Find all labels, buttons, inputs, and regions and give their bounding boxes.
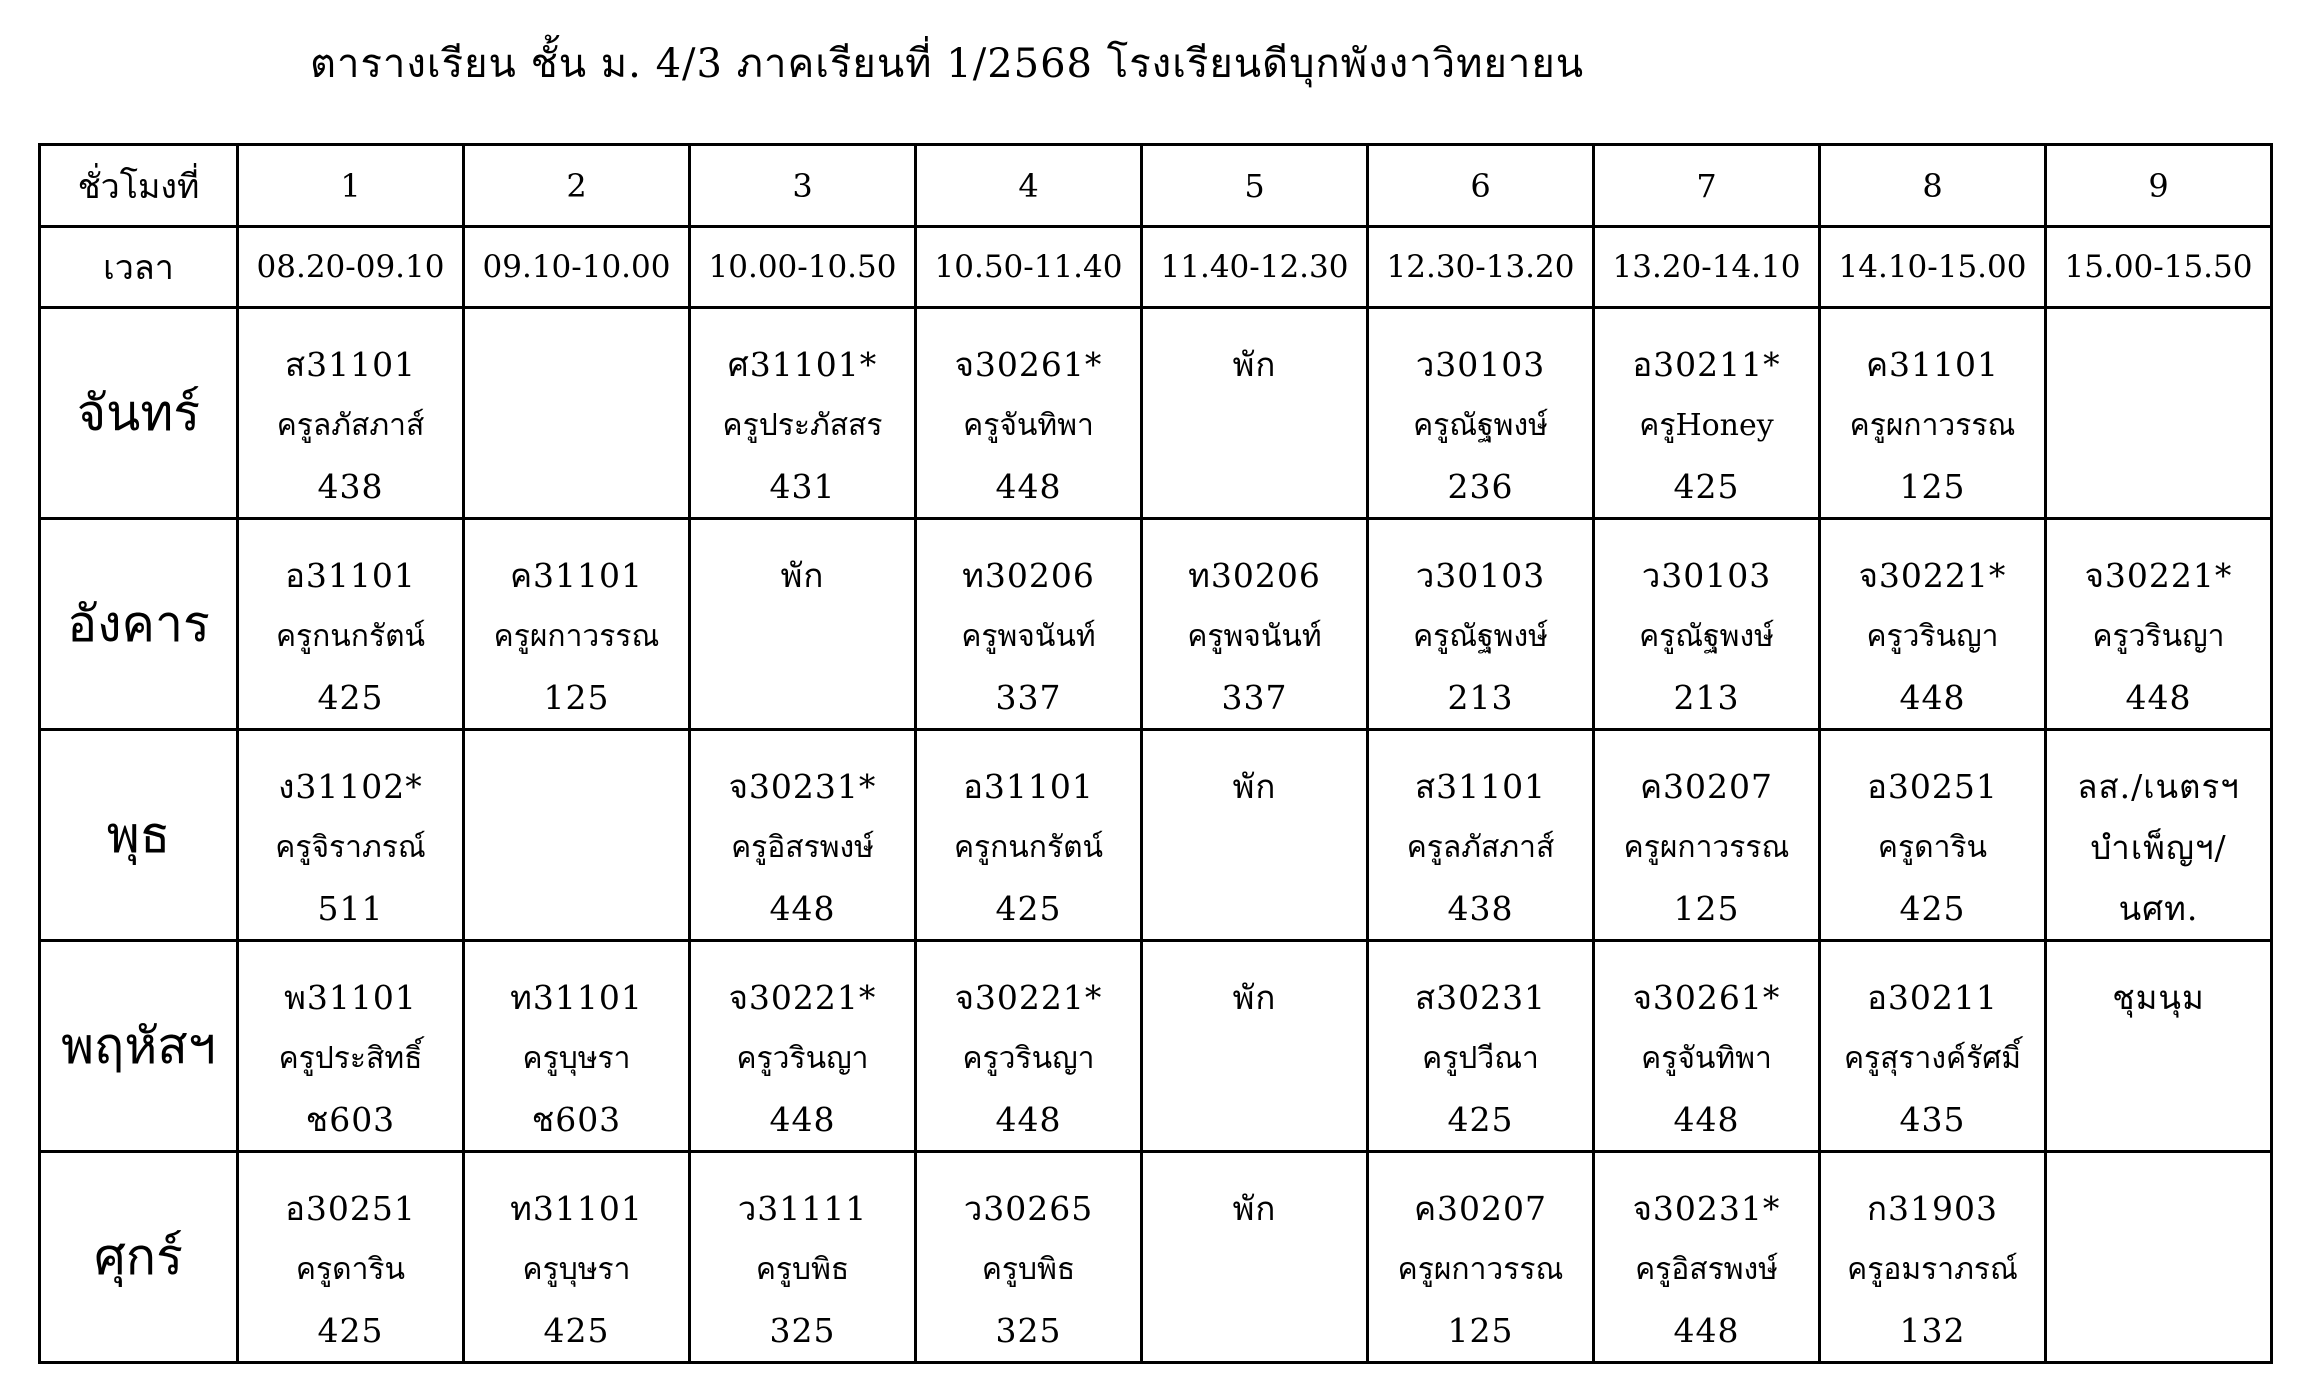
teacher-name: ครูอมราภรณ์ <box>1847 1251 2018 1287</box>
class-cell-content <box>465 310 688 517</box>
class-cell <box>464 1152 690 1363</box>
period-number: 5 <box>1142 145 1368 227</box>
class-cell-content <box>691 521 914 728</box>
class-cell-content <box>465 732 688 939</box>
class-cell-content <box>1821 310 2044 517</box>
class-cell-content <box>917 732 1140 939</box>
class-cell-content <box>1821 521 2044 728</box>
subject-code: ลส./เนตรฯ <box>2077 766 2240 806</box>
room-number: 438 <box>317 466 384 506</box>
class-cell <box>1820 308 2046 519</box>
subject-code: ท30206 <box>962 555 1095 595</box>
period-time: 10.00-10.50 <box>690 227 916 308</box>
class-cell-content <box>1595 1154 1818 1361</box>
teacher-name: ครูผกาวรรณ <box>1623 829 1790 865</box>
subject-code: ท31101 <box>510 1188 643 1228</box>
class-cell <box>1820 941 2046 1152</box>
class-cell-content <box>465 1154 688 1361</box>
class-cell <box>1368 730 1594 941</box>
teacher-name: ครูประภัสสร <box>722 407 883 443</box>
teacher-name: ครูณัฐพงษ์ <box>1413 407 1548 443</box>
class-cell-content <box>691 943 914 1150</box>
cell-text: พัก <box>1232 766 1277 806</box>
class-cell-content <box>2047 1154 2270 1361</box>
subject-code: ท31101 <box>510 977 643 1017</box>
class-cell <box>464 941 690 1152</box>
class-cell <box>690 519 916 730</box>
period-time: 09.10-10.00 <box>464 227 690 308</box>
period-number: 6 <box>1368 145 1594 227</box>
day-row <box>40 941 2272 1152</box>
subject-code: ส31101 <box>1414 766 1547 806</box>
teacher-name: ครูวรินญา <box>2092 618 2225 654</box>
subject-code: อ30251 <box>1867 766 1998 806</box>
subject-code: ว30265 <box>963 1188 1094 1228</box>
room-number: 425 <box>1447 1099 1514 1139</box>
period-number: 2 <box>464 145 690 227</box>
period-number: 3 <box>690 145 916 227</box>
teacher-name: ครูสุรางค์รัศมิ์ <box>1843 1040 2022 1076</box>
subject-code: อ30211* <box>1632 344 1781 384</box>
class-cell <box>916 941 1142 1152</box>
room-number: 425 <box>543 1310 610 1350</box>
subject-code: ท30206 <box>1188 555 1321 595</box>
period-time: 11.40-12.30 <box>1142 227 1368 308</box>
period-time: 08.20-09.10 <box>238 227 464 308</box>
day-row <box>40 519 2272 730</box>
teacher-name: ครูบุษรา <box>522 1251 631 1287</box>
subject-code: จ30231* <box>728 766 877 806</box>
teacher-name: ครูลภัสภาส์ <box>276 407 425 443</box>
room-number: 425 <box>317 1310 384 1350</box>
teacher-name: ครูวรินญา <box>1866 618 1999 654</box>
subject-code: ค31101 <box>509 555 644 595</box>
room-number: 337 <box>995 677 1062 717</box>
cell-text: พัก <box>1232 344 1277 384</box>
room-number: 425 <box>317 677 384 717</box>
room-number: ช603 <box>305 1099 396 1139</box>
teacher-name: ครูณัฐพงษ์ <box>1413 618 1548 654</box>
subject-code: ส31101 <box>284 344 417 384</box>
class-cell-content <box>1821 943 2044 1150</box>
day-label: พุธ <box>40 730 238 941</box>
subject-code: จ30221* <box>954 977 1103 1017</box>
class-cell-content <box>917 521 1140 728</box>
teacher-name: ครูพจนันท์ <box>961 618 1096 654</box>
teacher-name: ครูวรินญา <box>736 1040 869 1076</box>
period-number: 4 <box>916 145 1142 227</box>
class-cell <box>2046 941 2272 1152</box>
class-cell <box>1368 308 1594 519</box>
day-label: พฤหัสฯ <box>40 941 238 1152</box>
class-cell <box>238 730 464 941</box>
subject-code: ค30207 <box>1413 1188 1548 1228</box>
class-cell-content <box>1143 732 1366 939</box>
cell-text: พัก <box>1232 977 1277 1017</box>
period-header-label: ชั่วโมงที่ <box>40 145 238 227</box>
teacher-name: ครูปวีณา <box>1422 1040 1539 1076</box>
period-time: 10.50-11.40 <box>916 227 1142 308</box>
class-cell <box>238 941 464 1152</box>
teacher-name: ครูกนกรัตน์ <box>275 618 426 654</box>
teacher-name: ครูกนกรัตน์ <box>953 829 1104 865</box>
class-cell <box>1594 519 1820 730</box>
empty-cell <box>464 308 690 519</box>
class-cell <box>1142 308 1368 519</box>
class-cell-content <box>1143 1154 1366 1361</box>
class-cell-content <box>239 1154 462 1361</box>
subject-code: จ30231* <box>1632 1188 1781 1228</box>
teacher-name: ครูบุษรา <box>522 1040 631 1076</box>
room-number: 448 <box>995 1099 1062 1139</box>
room-number: 448 <box>1673 1099 1740 1139</box>
empty-cell <box>464 730 690 941</box>
class-cell <box>1368 941 1594 1152</box>
teacher-name: ครูประสิทธิ์ <box>278 1040 423 1076</box>
class-cell <box>916 308 1142 519</box>
subject-code: จ30261* <box>1632 977 1781 1017</box>
class-cell-content <box>691 310 914 517</box>
room-number: 213 <box>1673 677 1740 717</box>
cell-text: พัก <box>1232 1188 1277 1228</box>
teacher-name: ครูจันทิพา <box>963 407 1094 443</box>
room-number: 425 <box>1899 888 1966 928</box>
day-row <box>40 730 2272 941</box>
class-cell <box>916 1152 1142 1363</box>
subject-code: อ31101 <box>963 766 1094 806</box>
day-label: ศุกร์ <box>40 1152 238 1363</box>
teacher-name: ครูบพิธ <box>755 1251 850 1287</box>
period-time: 14.10-15.00 <box>1820 227 2046 308</box>
subject-code: ว31111 <box>737 1188 868 1228</box>
class-cell <box>1142 730 1368 941</box>
class-cell <box>238 1152 464 1363</box>
timetable-body <box>40 145 2272 1363</box>
class-cell-content <box>1595 310 1818 517</box>
teacher-name: ครูบพิธ <box>981 1251 1076 1287</box>
room-number: 236 <box>1447 466 1514 506</box>
room-number: 448 <box>1673 1310 1740 1350</box>
class-cell-content <box>1143 521 1366 728</box>
class-cell <box>690 1152 916 1363</box>
class-cell-content <box>1821 732 2044 939</box>
teacher-name: ครูดาริน <box>295 1251 406 1287</box>
class-cell <box>464 519 690 730</box>
subject-code: จ30221* <box>2084 555 2233 595</box>
class-cell-content <box>691 1154 914 1361</box>
class-cell-content <box>917 943 1140 1150</box>
class-cell <box>1142 1152 1368 1363</box>
time-header-label: เวลา <box>40 227 238 308</box>
room-number: 325 <box>995 1310 1062 1350</box>
class-cell <box>1594 941 1820 1152</box>
time-row <box>40 227 2272 308</box>
teacher-name: ครูพจนันท์ <box>1187 618 1322 654</box>
room-number: ช603 <box>531 1099 622 1139</box>
class-cell <box>238 308 464 519</box>
class-cell-content <box>1369 1154 1592 1361</box>
subject-code: อ31101 <box>285 555 416 595</box>
subject-code: จ30221* <box>728 977 877 1017</box>
room-number: 435 <box>1899 1099 1966 1139</box>
class-cell <box>1820 519 2046 730</box>
class-cell-content <box>239 521 462 728</box>
teacher-name: ครูอิสรพงษ์ <box>731 829 874 865</box>
room-number: 125 <box>1673 888 1740 928</box>
day-row <box>40 308 2272 519</box>
room-number: 425 <box>995 888 1062 928</box>
period-number: 9 <box>2046 145 2272 227</box>
class-cell-content <box>1369 521 1592 728</box>
room-number: 511 <box>317 888 384 928</box>
subject-code: ค30207 <box>1639 766 1774 806</box>
class-cell-content <box>465 943 688 1150</box>
class-cell-content <box>917 1154 1140 1361</box>
room-number: 125 <box>1899 466 1966 506</box>
subject-code: พ31101 <box>284 977 417 1017</box>
teacher-name: บำเพ็ญฯ/ <box>2090 827 2227 867</box>
cell-text: ชุมนุม <box>2112 977 2205 1017</box>
period-number: 1 <box>238 145 464 227</box>
class-cell <box>2046 730 2272 941</box>
period-number-row <box>40 145 2272 227</box>
subject-code: จ30221* <box>1858 555 2007 595</box>
subject-code: อ30211 <box>1867 977 1998 1017</box>
class-cell-content <box>239 732 462 939</box>
class-cell-content <box>239 310 462 517</box>
teacher-name: ครูอิสรพงษ์ <box>1635 1251 1778 1287</box>
room-number: 132 <box>1899 1310 1966 1350</box>
class-cell <box>1594 730 1820 941</box>
period-time: 12.30-13.20 <box>1368 227 1594 308</box>
teacher-name: ครูผกาวรรณ <box>1397 1251 1564 1287</box>
class-cell-content <box>465 521 688 728</box>
day-label: อังคาร <box>40 519 238 730</box>
class-cell <box>2046 519 2272 730</box>
class-cell <box>690 308 916 519</box>
class-cell-content <box>239 943 462 1150</box>
class-timetable <box>38 143 2273 1364</box>
period-number: 7 <box>1594 145 1820 227</box>
teacher-name: ครูHoney <box>1639 407 1774 443</box>
class-cell <box>690 941 916 1152</box>
class-cell-content <box>1821 1154 2044 1361</box>
subject-code: จ30261* <box>954 344 1103 384</box>
class-cell <box>1368 519 1594 730</box>
subject-code: ว30103 <box>1415 555 1546 595</box>
class-cell <box>916 519 1142 730</box>
class-cell-content <box>1595 521 1818 728</box>
room-number: 438 <box>1447 888 1514 928</box>
class-cell <box>1594 308 1820 519</box>
class-cell-content <box>1595 732 1818 939</box>
empty-cell <box>2046 1152 2272 1363</box>
room-number: 213 <box>1447 677 1514 717</box>
room-number: 448 <box>769 888 836 928</box>
class-cell-content <box>691 732 914 939</box>
room-number: 448 <box>2125 677 2192 717</box>
subject-code: อ30251 <box>285 1188 416 1228</box>
class-cell-content <box>2047 943 2270 1150</box>
class-cell <box>1820 730 2046 941</box>
subject-code: ก31903 <box>1867 1188 1998 1228</box>
room-number: 125 <box>1447 1310 1514 1350</box>
page-title: ตารางเรียน ชั้น ม. 4/3 ภาคเรียนที่ 1/2568 โรงเรียนดีบุกพังงาวิทยายน <box>310 41 1585 87</box>
class-cell <box>690 730 916 941</box>
period-time: 15.00-15.50 <box>2046 227 2272 308</box>
room-number: 425 <box>1673 466 1740 506</box>
teacher-name: ครูดาริน <box>1877 829 1988 865</box>
subject-code: ค31101 <box>1865 344 2000 384</box>
class-cell-content <box>2047 732 2270 939</box>
teacher-name: ครูณัฐพงษ์ <box>1639 618 1774 654</box>
day-label: จันทร์ <box>40 308 238 519</box>
teacher-name: ครูผกาวรรณ <box>1849 407 2016 443</box>
day-row <box>40 1152 2272 1363</box>
class-cell-content <box>1369 310 1592 517</box>
teacher-name: ครูลภัสภาส์ <box>1406 829 1555 865</box>
empty-cell <box>2046 308 2272 519</box>
class-cell-content <box>1369 943 1592 1150</box>
class-cell <box>1820 1152 2046 1363</box>
room-number: 448 <box>995 466 1062 506</box>
teacher-name: ครูจันทิพา <box>1641 1040 1772 1076</box>
class-cell-content <box>1143 943 1366 1150</box>
room-number: 431 <box>769 466 836 506</box>
subject-code: ว30103 <box>1415 344 1546 384</box>
class-cell <box>238 519 464 730</box>
teacher-name: ครูจิราภรณ์ <box>275 829 426 865</box>
subject-code: ง31102* <box>278 766 423 806</box>
class-cell <box>1142 941 1368 1152</box>
class-cell <box>1142 519 1368 730</box>
room-number: 448 <box>1899 677 1966 717</box>
class-cell-content <box>2047 310 2270 517</box>
room-number: นศท. <box>2118 888 2199 928</box>
class-cell-content <box>1595 943 1818 1150</box>
subject-code: ศ31101* <box>727 344 878 384</box>
cell-text: พัก <box>780 555 825 595</box>
room-number: 325 <box>769 1310 836 1350</box>
room-number: 337 <box>1221 677 1288 717</box>
class-cell-content <box>2047 521 2270 728</box>
teacher-name: ครูวรินญา <box>962 1040 1095 1076</box>
period-number: 8 <box>1820 145 2046 227</box>
class-cell <box>1594 1152 1820 1363</box>
room-number: 448 <box>769 1099 836 1139</box>
teacher-name: ครูผกาวรรณ <box>493 618 660 654</box>
subject-code: ว30103 <box>1641 555 1772 595</box>
class-cell-content <box>917 310 1140 517</box>
class-cell-content <box>1143 310 1366 517</box>
period-time: 13.20-14.10 <box>1594 227 1820 308</box>
class-cell <box>1368 1152 1594 1363</box>
subject-code: ส30231 <box>1414 977 1547 1017</box>
room-number: 125 <box>543 677 610 717</box>
class-cell-content <box>1369 732 1592 939</box>
class-cell <box>916 730 1142 941</box>
